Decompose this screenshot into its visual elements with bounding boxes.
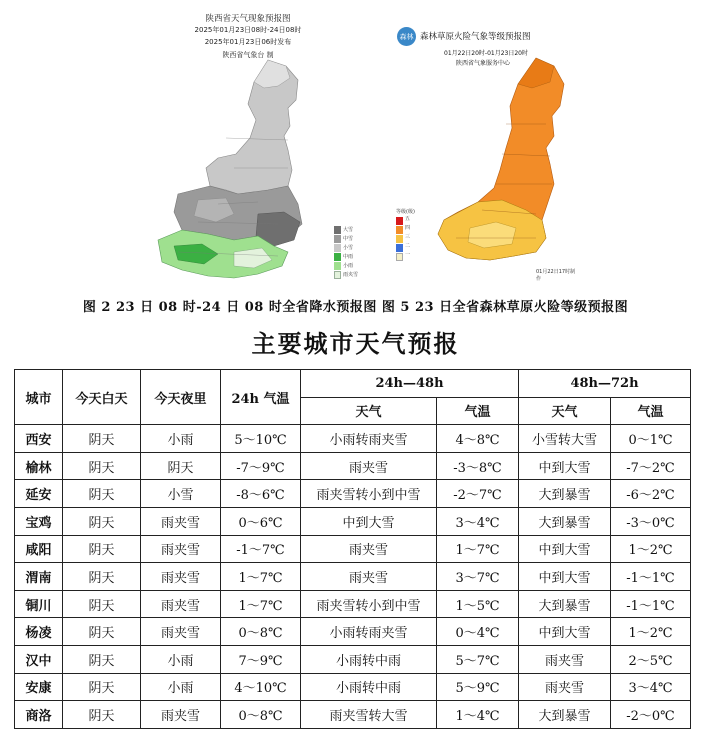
cell-temp-72h: -1～1℃ bbox=[611, 590, 691, 618]
cell-temp-72h: 1～2℃ bbox=[611, 535, 691, 563]
legend-label-moderate-rain: 中雨 bbox=[343, 254, 354, 260]
cell-temp-24h: 0～6℃ bbox=[221, 507, 301, 535]
legend-swatch-light-snow bbox=[334, 244, 341, 252]
cell-temp-48h: 1～4℃ bbox=[437, 701, 519, 729]
cell-temp-72h: -6～2℃ bbox=[611, 480, 691, 508]
precip-map-issuer: 陕西省气象台 制 bbox=[222, 51, 274, 59]
cell-weather-72h: 大到暴雪 bbox=[519, 507, 611, 535]
header-night: 今天夜里 bbox=[141, 370, 221, 425]
fire-legend-swatch-4 bbox=[396, 226, 403, 234]
fire-legend-title: 等级(级) bbox=[396, 209, 415, 215]
cell-weather-48h: 雨夹雪 bbox=[301, 563, 437, 591]
precip-map-issued: 2025年01月23日06时发布 bbox=[204, 38, 292, 46]
fire-legend-label-5: 五 bbox=[405, 216, 411, 222]
cell-night-weather: 雨夹雪 bbox=[141, 563, 221, 591]
cell-temp-48h: 1～5℃ bbox=[437, 590, 519, 618]
city-forecast-table bbox=[14, 369, 691, 729]
cell-night-weather: 雨夹雪 bbox=[141, 507, 221, 535]
fire-legend-swatch-2 bbox=[396, 244, 403, 252]
cell-city: 杨凌 bbox=[15, 618, 63, 646]
cell-day-weather: 阴天 bbox=[63, 590, 141, 618]
cell-weather-72h: 中到大雪 bbox=[519, 452, 611, 480]
table-row bbox=[15, 507, 691, 535]
fire-legend-swatch-3 bbox=[396, 235, 403, 243]
cell-weather-48h: 雨夹雪转大雪 bbox=[301, 701, 437, 729]
cell-night-weather: 雨夹雪 bbox=[141, 535, 221, 563]
precip-legend bbox=[334, 226, 341, 280]
legend-swatch-light-rain bbox=[334, 262, 341, 270]
cell-city: 西安 bbox=[15, 425, 63, 453]
cell-night-weather: 雨夹雪 bbox=[141, 701, 221, 729]
cell-weather-72h: 中到大雪 bbox=[519, 563, 611, 591]
cell-temp-24h: 1～7℃ bbox=[221, 563, 301, 591]
cell-city: 宝鸡 bbox=[15, 507, 63, 535]
cell-night-weather: 阴天 bbox=[141, 452, 221, 480]
cell-temp-72h: 1～2℃ bbox=[611, 618, 691, 646]
cell-night-weather: 雨夹雪 bbox=[141, 590, 221, 618]
table-row bbox=[15, 480, 691, 508]
cell-temp-72h: -7～2℃ bbox=[611, 452, 691, 480]
cell-day-weather: 阴天 bbox=[63, 673, 141, 701]
header-temp24: 24h 气温 bbox=[221, 370, 301, 425]
cell-weather-72h: 雨夹雪 bbox=[519, 673, 611, 701]
cell-temp-72h: 0～1℃ bbox=[611, 425, 691, 453]
table-row bbox=[15, 618, 691, 646]
cell-weather-72h: 中到大雪 bbox=[519, 618, 611, 646]
cell-weather-48h: 小雨转雨夹雪 bbox=[301, 425, 437, 453]
legend-label-light-rain: 小雨 bbox=[343, 263, 354, 269]
cell-day-weather: 阴天 bbox=[63, 507, 141, 535]
cell-weather-72h: 小雪转大雪 bbox=[519, 425, 611, 453]
cell-city: 渭南 bbox=[15, 563, 63, 591]
header-weather-48: 天气 bbox=[301, 397, 437, 425]
cell-day-weather: 阴天 bbox=[63, 618, 141, 646]
cell-weather-72h: 大到暴雪 bbox=[519, 480, 611, 508]
fire-map-issuer: 陕西省气象服务中心 bbox=[456, 60, 511, 67]
cell-city: 安康 bbox=[15, 673, 63, 701]
cell-temp-72h: 3～4℃ bbox=[611, 673, 691, 701]
header-city: 城市 bbox=[15, 370, 63, 425]
header-period-72: 48h—72h bbox=[519, 370, 691, 398]
cell-night-weather: 小雨 bbox=[141, 673, 221, 701]
cell-city: 延安 bbox=[15, 480, 63, 508]
cell-weather-48h: 雨夹雪 bbox=[301, 452, 437, 480]
table-row bbox=[15, 590, 691, 618]
cell-city: 商洛 bbox=[15, 701, 63, 729]
header-temp-48: 气温 bbox=[437, 397, 519, 425]
cell-night-weather: 小雨 bbox=[141, 425, 221, 453]
cell-weather-72h: 中到大雪 bbox=[519, 535, 611, 563]
table-row bbox=[15, 452, 691, 480]
fire-legend-label-3: 三 bbox=[405, 234, 411, 240]
fire-risk-map bbox=[386, 24, 578, 282]
table-title: 主要城市天气预报 bbox=[251, 329, 460, 358]
table-row bbox=[15, 701, 691, 729]
cell-temp-24h: 7～9℃ bbox=[221, 645, 301, 673]
cell-temp-24h: 4～10℃ bbox=[221, 673, 301, 701]
legend-swatch-moderate-rain bbox=[334, 253, 341, 261]
precip-legend-labels bbox=[343, 226, 358, 280]
shaanxi-precip-shape bbox=[138, 8, 358, 290]
cell-temp-24h: -8～6℃ bbox=[221, 480, 301, 508]
cell-temp-48h: 1～7℃ bbox=[437, 535, 519, 563]
fire-legend-swatch-1 bbox=[396, 253, 403, 261]
cell-temp-24h: 0～8℃ bbox=[221, 618, 301, 646]
cell-temp-72h: -3～0℃ bbox=[611, 507, 691, 535]
cell-night-weather: 小雪 bbox=[141, 480, 221, 508]
legend-label-moderate-snow: 中雪 bbox=[343, 236, 354, 242]
cell-temp-48h: -3～8℃ bbox=[437, 452, 519, 480]
table-row bbox=[15, 673, 691, 701]
precip-map-title: 陕西省天气现象预报图 bbox=[205, 14, 291, 24]
fire-legend-labels bbox=[405, 215, 410, 260]
cell-city: 榆林 bbox=[15, 452, 63, 480]
cell-temp-24h: 0～8℃ bbox=[221, 701, 301, 729]
header-period-48: 24h—48h bbox=[301, 370, 519, 398]
cell-temp-24h: -1～7℃ bbox=[221, 535, 301, 563]
cell-temp-48h: -2～7℃ bbox=[437, 480, 519, 508]
header-weather-72: 天气 bbox=[519, 397, 611, 425]
cell-weather-48h: 小雨转中雨 bbox=[301, 673, 437, 701]
precipitation-forecast-map bbox=[138, 8, 358, 290]
fire-legend-label-2: 二 bbox=[405, 243, 411, 249]
fire-legend-label-1: 一 bbox=[405, 252, 411, 258]
table-row bbox=[15, 563, 691, 591]
cell-day-weather: 阴天 bbox=[63, 563, 141, 591]
legend-swatch-moderate-snow bbox=[334, 235, 341, 243]
cell-temp-24h: 1～7℃ bbox=[221, 590, 301, 618]
cell-day-weather: 阴天 bbox=[63, 452, 141, 480]
fire-legend-swatch-5 bbox=[396, 217, 403, 225]
fire-map-footnote: 01月22日17时制作 bbox=[536, 269, 576, 282]
fire-legend-label-4: 四 bbox=[405, 225, 411, 231]
cell-day-weather: 阴天 bbox=[63, 425, 141, 453]
cell-weather-48h: 雨夹雪 bbox=[301, 535, 437, 563]
cell-day-weather: 阴天 bbox=[63, 645, 141, 673]
cell-temp-48h: 5～9℃ bbox=[437, 673, 519, 701]
cell-city: 汉中 bbox=[15, 645, 63, 673]
cell-temp-24h: -7～9℃ bbox=[221, 452, 301, 480]
cell-weather-48h: 雨夹雪转小到中雪 bbox=[301, 590, 437, 618]
cell-temp-72h: 2～5℃ bbox=[611, 645, 691, 673]
forecast-body bbox=[15, 425, 691, 729]
fire-map-period: 01月22日20时-01月23日20时 bbox=[444, 50, 528, 57]
cell-weather-48h: 雨夹雪转小到中雪 bbox=[301, 480, 437, 508]
cell-weather-72h: 大到暴雪 bbox=[519, 701, 611, 729]
cell-weather-48h: 小雨转雨夹雪 bbox=[301, 618, 437, 646]
cell-temp-48h: 3～7℃ bbox=[437, 563, 519, 591]
cell-weather-48h: 中到大雪 bbox=[301, 507, 437, 535]
legend-label-heavy-snow: 大雪 bbox=[343, 227, 354, 233]
legend-swatch-sleet bbox=[334, 271, 341, 279]
precip-map-period: 2025年01月23日08时-24日08时 bbox=[194, 26, 302, 34]
cell-night-weather: 小雨 bbox=[141, 645, 221, 673]
cell-temp-48h: 3～4℃ bbox=[437, 507, 519, 535]
cell-temp-72h: -2～0℃ bbox=[611, 701, 691, 729]
cell-temp-48h: 0～4℃ bbox=[437, 618, 519, 646]
cell-temp-48h: 4～8℃ bbox=[437, 425, 519, 453]
forest-logo-icon: 森林 bbox=[397, 27, 416, 46]
header-day: 今天白天 bbox=[63, 370, 141, 425]
cell-night-weather: 雨夹雪 bbox=[141, 618, 221, 646]
cell-weather-72h: 雨夹雪 bbox=[519, 645, 611, 673]
legend-label-light-snow: 小雪 bbox=[343, 245, 354, 251]
table-row bbox=[15, 535, 691, 563]
cell-day-weather: 阴天 bbox=[63, 701, 141, 729]
cell-temp-48h: 5～7℃ bbox=[437, 645, 519, 673]
table-row bbox=[15, 425, 691, 453]
cell-temp-24h: 5～10℃ bbox=[221, 425, 301, 453]
legend-label-sleet: 雨夹雪 bbox=[343, 272, 359, 278]
fire-map-title: 森林草原火险气象等级预报图 bbox=[420, 32, 531, 42]
cell-city: 咸阳 bbox=[15, 535, 63, 563]
cell-day-weather: 阴天 bbox=[63, 480, 141, 508]
cell-weather-48h: 小雨转中雨 bbox=[301, 645, 437, 673]
table-row bbox=[15, 645, 691, 673]
cell-weather-72h: 大到暴雪 bbox=[519, 590, 611, 618]
header-temp-72: 气温 bbox=[611, 397, 691, 425]
cell-day-weather: 阴天 bbox=[63, 535, 141, 563]
cell-temp-72h: -1～1℃ bbox=[611, 563, 691, 591]
cell-city: 铜川 bbox=[15, 590, 63, 618]
figure-caption: 图 2 23 日 08 时-24 日 08 时全省降水预报图 图 5 23 日全省森林草原火险等级预报图 bbox=[82, 300, 629, 315]
legend-swatch-heavy-snow bbox=[334, 226, 341, 234]
